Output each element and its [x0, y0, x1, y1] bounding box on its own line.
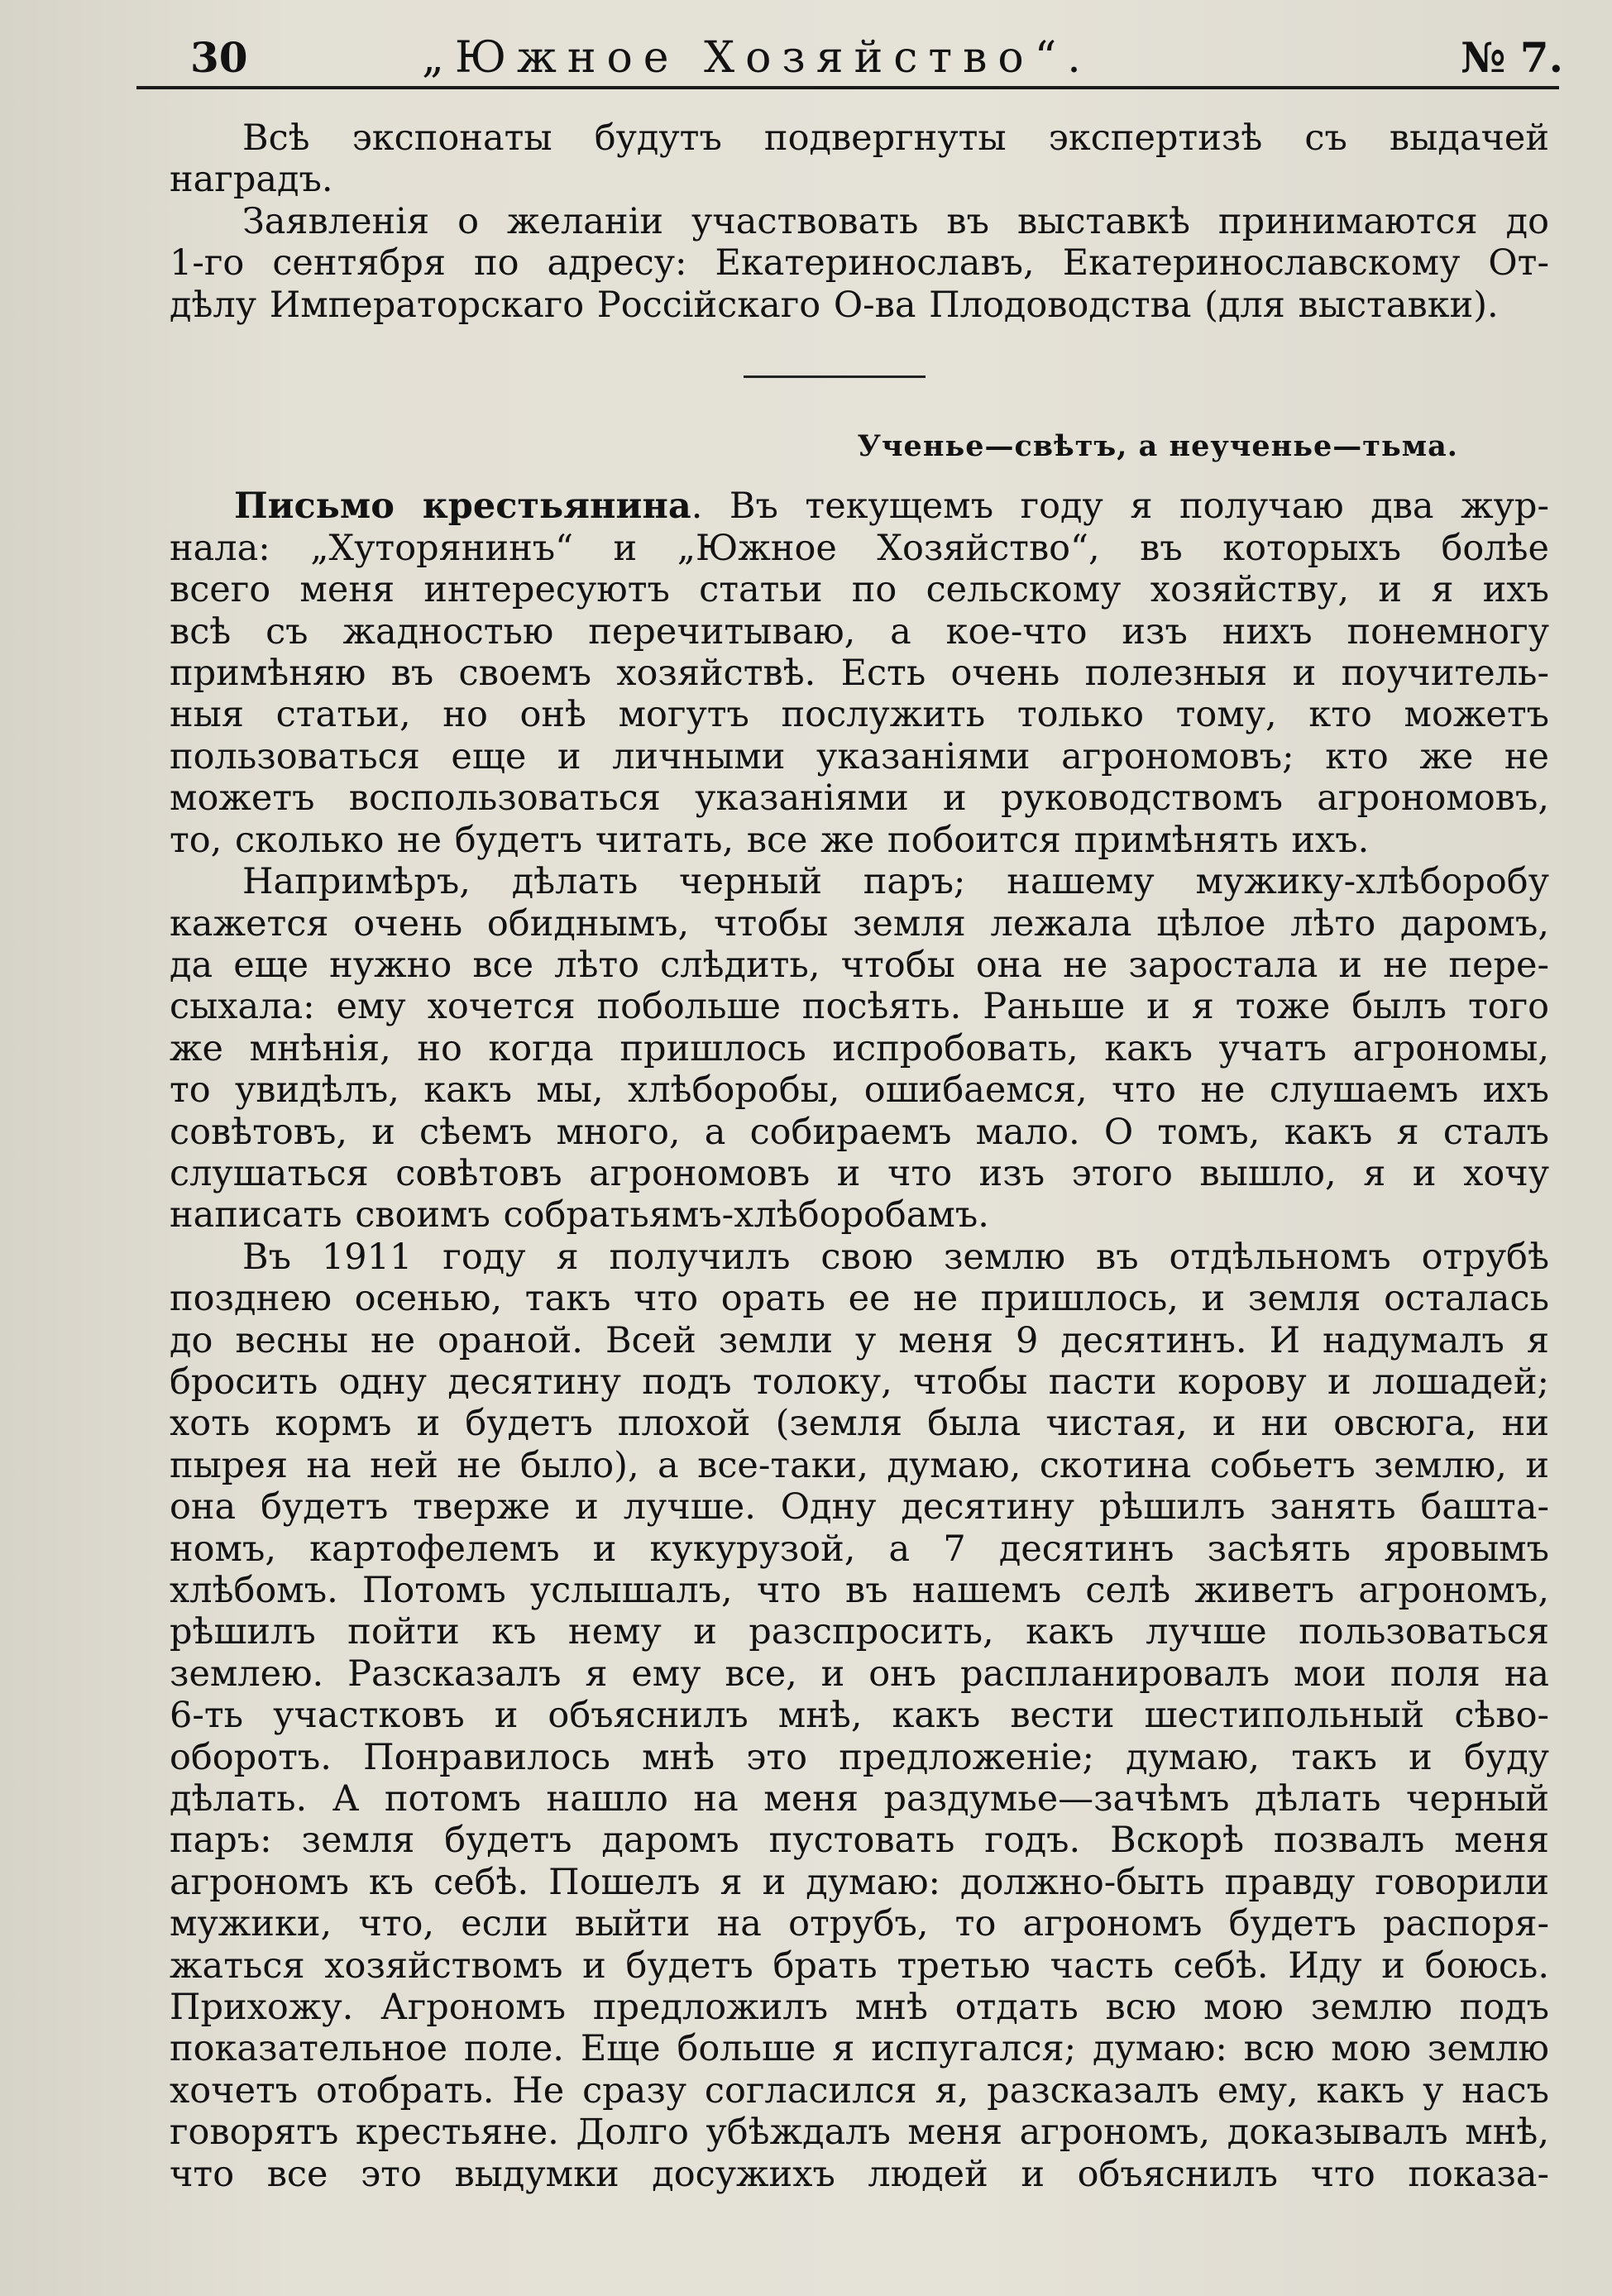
text-line: 1-го сентября по адресу: Екатеринославъ, Екатеринославскому От- — [170, 242, 1549, 285]
text-line: то увидѣлъ, какъ мы, хлѣборобы, ошибаемся, что не слушаемъ ихъ — [170, 1069, 1549, 1112]
section-divider — [744, 375, 926, 378]
text-line — [170, 486, 1549, 527]
text-line: она будетъ тверже и лучше. Одну десятину рѣшилъ занять башта- — [170, 1486, 1549, 1528]
text-line: пользоваться еще и личными указаніями агрономовъ; кто же не — [170, 735, 1549, 777]
text-line: показательное поле. Еще больше я испугался; думаю: всю мою землю — [170, 2028, 1549, 2070]
letter-paragraph-2 — [170, 861, 1549, 1236]
text-line: кажется очень обиднымъ, чтобы земля лежала цѣлое лѣто даромъ, — [170, 902, 1549, 945]
page-header — [136, 31, 1563, 91]
text-line: пырея на ней не было), а все-таки, думаю, скотина собьетъ землю, и — [170, 1444, 1549, 1486]
letter-title: Письмо крестьянина — [234, 486, 691, 528]
text-line: сыхала: ему хочется побольше посѣять. Раньше и я тоже былъ того — [170, 986, 1549, 1028]
text-line: всего меня интересуютъ статьи по сельскому хозяйству, и я ихъ — [170, 569, 1549, 611]
text-line: нала: „Хуторянинъ“ и „Южное Хозяйство“, въ которыхъ болѣе — [170, 527, 1549, 569]
text-line: Заявленія о желаніи участвовать въ выставкѣ принимаются до — [242, 200, 1549, 242]
text-line: да еще нужно все лѣто слѣдить, чтобы она не заростала и не пере- — [170, 944, 1549, 986]
text-line: Прихожу. Агрономъ предложилъ мнѣ отдать всю мою землю подъ — [170, 1987, 1549, 2029]
text-line: наградъ. — [170, 159, 333, 201]
text-line: землею. Разсказалъ я ему все, и онъ распланировалъ мои поля на — [170, 1653, 1549, 1695]
text-line: же мнѣнія, но когда пришлось испробовать, какъ учатъ агрономы, — [170, 1027, 1549, 1069]
letter-paragraph-3 — [170, 1236, 1549, 2195]
text-line: Напримѣръ, дѣлать черный паръ; нашему мужику-хлѣборобу — [242, 861, 1549, 903]
text-line: написать своимъ собратьямъ-хлѣборобамъ. — [170, 1194, 989, 1236]
text-line: слушаться совѣтовъ агрономовъ и что изъ этого вышло, я и хочу — [170, 1152, 1549, 1194]
text-line: можетъ воспользоваться указаніями и руководствомъ агрономовъ, — [170, 777, 1549, 820]
text-line: дѣлать. А потомъ нашло на меня раздумье—зачѣмъ дѣлать черный — [170, 1778, 1549, 1820]
issue-number: № 7. — [1461, 33, 1563, 82]
text-line: до весны не ораной. Всей земли у меня 9 десятинъ. И надумалъ я — [170, 1319, 1549, 1361]
text-line: совѣтовъ, и сѣемъ много, а собираемъ мало. О томъ, какъ я сталъ — [170, 1111, 1549, 1153]
text-line: позднею осенью, такъ что орать ее не пришлось, и земля осталась — [170, 1278, 1549, 1320]
text-line: 6-ть участковъ и объяснилъ мнѣ, какъ вести шестипольный сѣво- — [170, 1695, 1549, 1737]
page-number: 30 — [190, 33, 248, 82]
text-line: паръ: земля будетъ даромъ пустовать годъ. Вскорѣ позвалъ меня — [170, 1820, 1549, 1862]
letter-paragraph-1 — [170, 486, 1549, 861]
text-line: говорятъ крестьяне. Долго убѣждалъ меня агрономъ, доказывалъ мнѣ, — [170, 2112, 1549, 2154]
article-body — [170, 117, 1549, 2195]
text-line: номъ, картофелемъ и кукурузой, а 7 десятинъ засѣять яровымъ — [170, 1528, 1549, 1570]
text-line: жаться хозяйствомъ и будетъ брать третью часть себѣ. Иду и боюсь. — [170, 1944, 1549, 1987]
text-line: то, сколько не будетъ читать, все же побоится примѣнять ихъ. — [170, 819, 1370, 861]
text-line: мужики, что, если выйти на отрубъ, то агрономъ будетъ распоря- — [170, 1903, 1549, 1945]
journal-title: „Южное Хозяйство“. — [422, 33, 1092, 83]
text-line: бросить одну десятину подъ толоку, чтобы пасти корову и лошадей; — [170, 1361, 1549, 1403]
text-line: Всѣ экспонаты будутъ подвергнуты экспертизѣ съ выдачей — [242, 117, 1549, 159]
intro-paragraph-1 — [170, 117, 1549, 201]
text-line: дѣлу Императорскаго Россійскаго О-ва Плодоводства (для выставки). — [170, 284, 1499, 326]
text-line: агрономъ къ себѣ. Пошелъ я и думаю: должно-быть правду говорили — [170, 1861, 1549, 1903]
text-line: хоть кормъ и будетъ плохой (земля была чистая, и ни овсюга, ни — [170, 1403, 1549, 1445]
text-line: рѣшилъ пойти къ нему и разспросить, какъ лучше пользоваться — [170, 1611, 1549, 1653]
letter-first-line: . Въ текущемъ году я получаю два жур- — [691, 486, 1549, 528]
header-rule — [136, 86, 1559, 89]
text-line: хлѣбомъ. Потомъ услышалъ, что въ нашемъ селѣ живетъ агрономъ, — [170, 1570, 1549, 1611]
intro-paragraph-2 — [170, 201, 1549, 326]
text-line: что все это выдумки досужихъ людей и объяснилъ что показа- — [170, 2153, 1549, 2195]
text-line: примѣняю въ своемъ хозяйствѣ. Есть очень полезныя и поучитель- — [170, 653, 1549, 695]
text-line: всѣ съ жадностью перечитываю, а кое-что изъ нихъ понемногу — [170, 610, 1549, 653]
text-line: оборотъ. Понравилось мнѣ это предложеніе; думаю, такъ и буду — [170, 1736, 1549, 1778]
text-line: ныя статьи, но онѣ могутъ послужить только тому, кто можетъ — [170, 694, 1549, 736]
text-line: хочетъ отобрать. Не сразу согласился я, разсказалъ ему, какъ у насъ — [170, 2069, 1549, 2112]
text-line: Въ 1911 году я получилъ свою землю въ отдѣльномъ отрубѣ — [242, 1236, 1549, 1278]
epigraph: Ученье—свѣтъ, а неученье—тьма. — [857, 429, 1458, 464]
